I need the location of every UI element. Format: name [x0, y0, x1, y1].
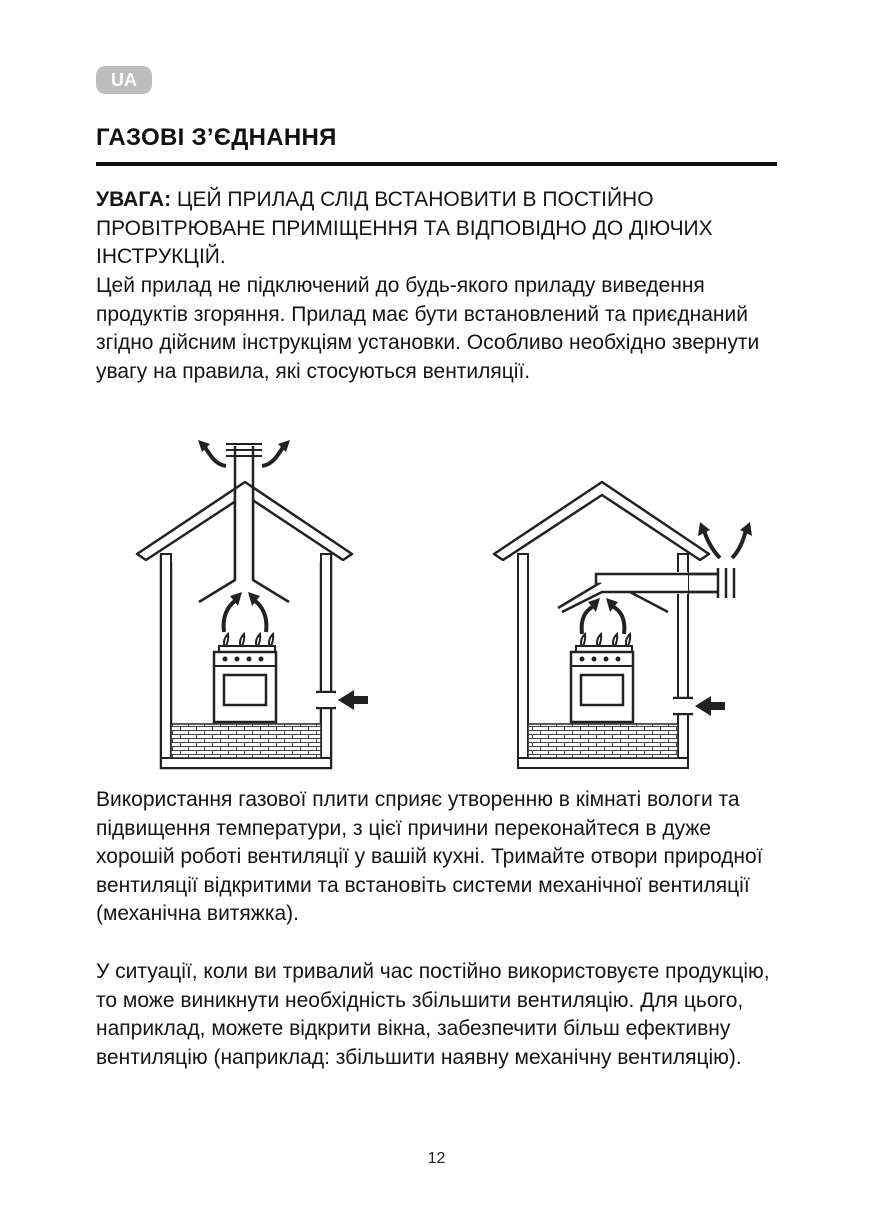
inlet-arrow-icon	[338, 690, 368, 710]
warning-paragraph	[96, 186, 786, 272]
paragraph-installation: Цей прилад не підключений до будь-якого приладу виведення продуктів згоряння. Прилад має бути встановлений та приєднаний згідно дійсним інструкціям установки. Особливо необхідно звернути увагу на правила, які стосуються вентиляції.	[96, 274, 760, 383]
heat-arrow-icon	[254, 600, 266, 632]
exhaust-arrow-icon	[204, 446, 226, 466]
exhaust-arrow-icon	[262, 446, 284, 466]
exhaust-arrow-icon	[732, 530, 746, 558]
warning-text: ЦЕЙ ПРИЛАД СЛІД ВСТАНОВИТИ В ПОСТІЙНО ПРОВІТРЮВАНЕ ПРИМІЩЕННЯ ТА ВІДПОВІДНО ДО ДІЮЧИХ ІНСТРУКЦІЙ.	[96, 188, 713, 268]
gas-stove-left	[214, 634, 276, 722]
roof-right	[494, 482, 709, 560]
ventilation-illustration	[0, 430, 873, 802]
house-hood-ventilation	[494, 482, 752, 768]
warning-label: УВАГА:	[96, 188, 172, 211]
paragraph-ventilation: Використання газової плити сприяє утворенню в кімнаті вологи та підвищення температури, з цієї причини переконайтеся в дуже хорошій роботі вентиляції у вашій кухні. Тримайте отвори природної вентиляції відкритими та встановіть системи механічної вентиляції (механічна витяжка).	[96, 788, 763, 925]
house-chimney-ventilation	[137, 440, 368, 768]
inlet-arrow-icon	[695, 696, 725, 716]
brick-floor-left	[171, 724, 321, 758]
gas-stove-right	[571, 634, 633, 722]
heat-arrow-icon	[612, 606, 624, 634]
brick-floor-right	[528, 724, 678, 758]
section-title: ГАЗОВІ З’ЄДНАННЯ	[96, 124, 337, 151]
title-underline	[96, 162, 777, 166]
page-number: 12	[427, 1150, 446, 1167]
heat-arrow-icon	[582, 606, 594, 634]
language-badge: UA	[96, 66, 152, 94]
heat-arrow-icon	[224, 600, 236, 632]
paragraph-extended-use: У ситуації, коли ви тривалий час постійно використовуєте продукцію, то може виникнути необхідність збільшити вентиляцію. Для цього, наприклад, можете відкрити вікна, забезпечити більш ефективну вентиляцію (наприклад: збільшити наявну механічну вентиляцію).	[96, 960, 770, 1069]
